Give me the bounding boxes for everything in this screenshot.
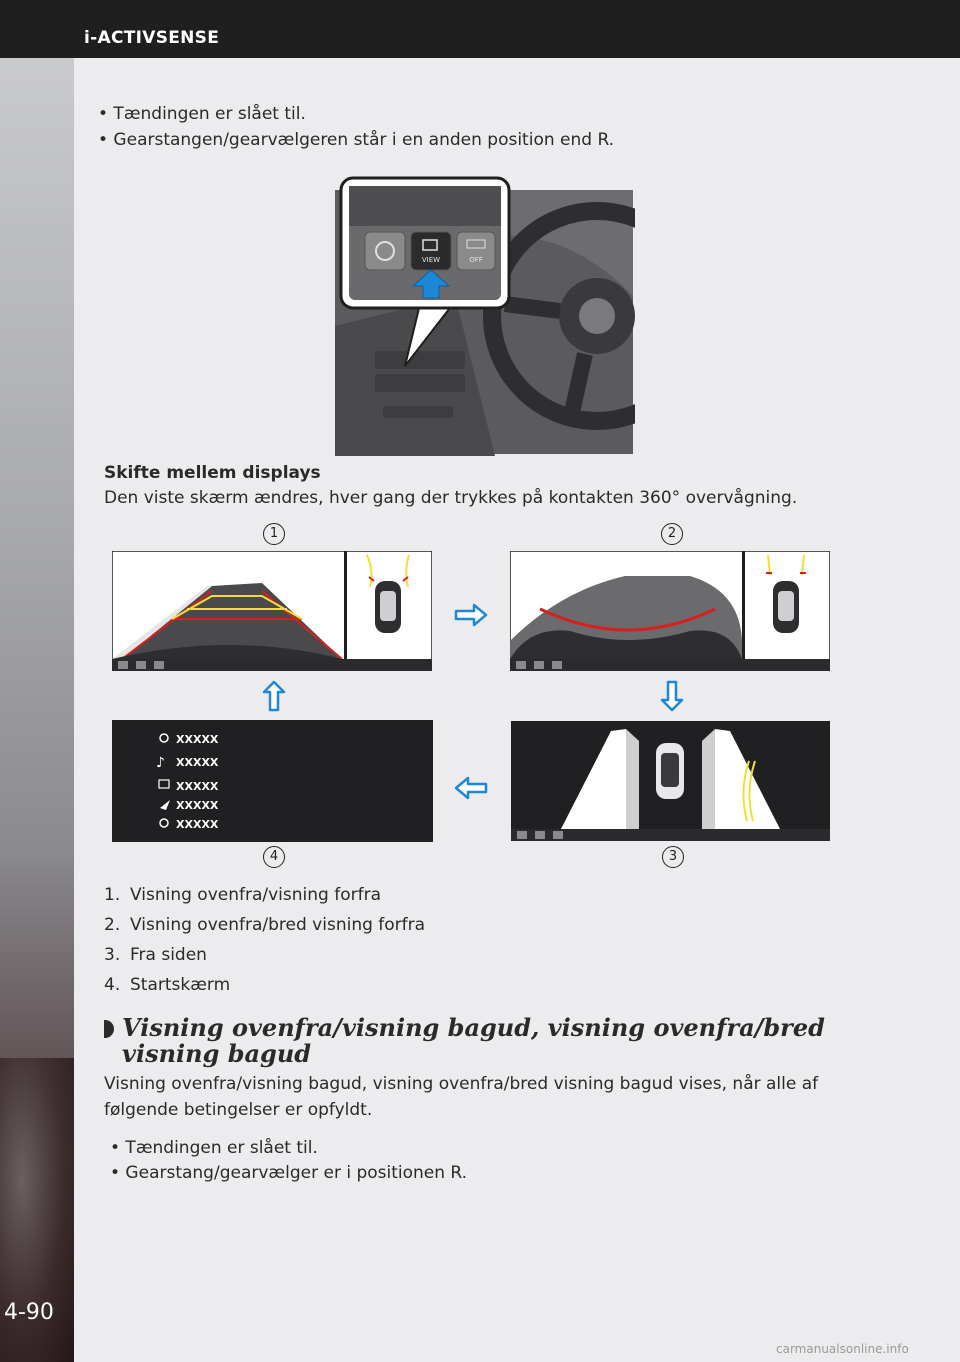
rear-condition-gear: • Gearstang/gearvælger er i positionen R. xyxy=(110,1163,468,1183)
music-icon: ♪ xyxy=(156,755,165,771)
section-title: i-ACTIVSENSE xyxy=(84,28,220,48)
arrow-down-icon xyxy=(660,680,684,712)
menu-item-2: XXXXX xyxy=(176,756,219,769)
condition-gear: • Gearstangen/gearvælgeren står i en anden position end R. xyxy=(98,130,615,150)
legend-text-1: Visning ovenfra/visning forfra xyxy=(130,885,381,905)
menu-item-1: XXXXX xyxy=(176,733,219,746)
rear-condition-ignition: • Tændingen er slået til. xyxy=(110,1138,318,1158)
side-decoration xyxy=(0,58,74,1362)
screen-side-view xyxy=(511,721,830,841)
section-marker-icon xyxy=(104,1020,114,1038)
legend-text-4: Startskærm xyxy=(130,975,231,995)
switch-section-description: Den viste skærm ændres, hver gang der trykkes på kontakten 360° overvågning. xyxy=(104,488,798,508)
legend-text-3: Fra siden xyxy=(130,945,207,965)
screen-top-wide-front-view xyxy=(510,551,830,671)
legend-num-1: 1. xyxy=(104,885,121,905)
legend-num-2: 2. xyxy=(104,915,121,935)
menu-item-3: XXXXX xyxy=(176,780,219,793)
rear-section-body-line2: følgende betingelser er opfyldt. xyxy=(104,1100,373,1120)
legend-num-4: 4. xyxy=(104,975,121,995)
screen-top-front-view xyxy=(112,551,432,671)
screen-marker-2: 2 xyxy=(661,523,683,545)
screen-marker-4: 4 xyxy=(263,846,285,868)
off-label: OFF xyxy=(469,256,483,264)
switch-section-title: Skifte mellem displays xyxy=(104,463,321,483)
view-label: VIEW xyxy=(421,256,441,264)
watermark: carmanualsonline.info xyxy=(776,1342,909,1356)
legend-num-3: 3. xyxy=(104,945,121,965)
menu-item-4: XXXXX xyxy=(176,799,219,812)
arrow-up-icon xyxy=(262,680,286,712)
menu-item-5: XXXXX xyxy=(176,818,219,831)
legend-text-2: Visning ovenfra/bred visning forfra xyxy=(130,915,426,935)
view-button-illustration xyxy=(335,176,635,456)
rear-section-title-line1: Visning ovenfra/visning bagud, visning ovenfra/bred xyxy=(122,1013,825,1042)
arrow-left-icon xyxy=(454,776,488,800)
screen-marker-3: 3 xyxy=(662,846,684,868)
page-number: 4-90 xyxy=(4,1300,54,1325)
header-bar xyxy=(0,0,960,58)
rear-section-body-line1: Visning ovenfra/visning bagud, visning ovenfra/bred visning bagud vises, når alle af xyxy=(104,1074,819,1094)
arrow-right-icon xyxy=(454,603,488,627)
condition-ignition: • Tændingen er slået til. xyxy=(98,104,306,124)
screen-home xyxy=(112,720,433,842)
screen-marker-1: 1 xyxy=(263,523,285,545)
rear-section-title-line2: visning bagud xyxy=(122,1039,312,1068)
